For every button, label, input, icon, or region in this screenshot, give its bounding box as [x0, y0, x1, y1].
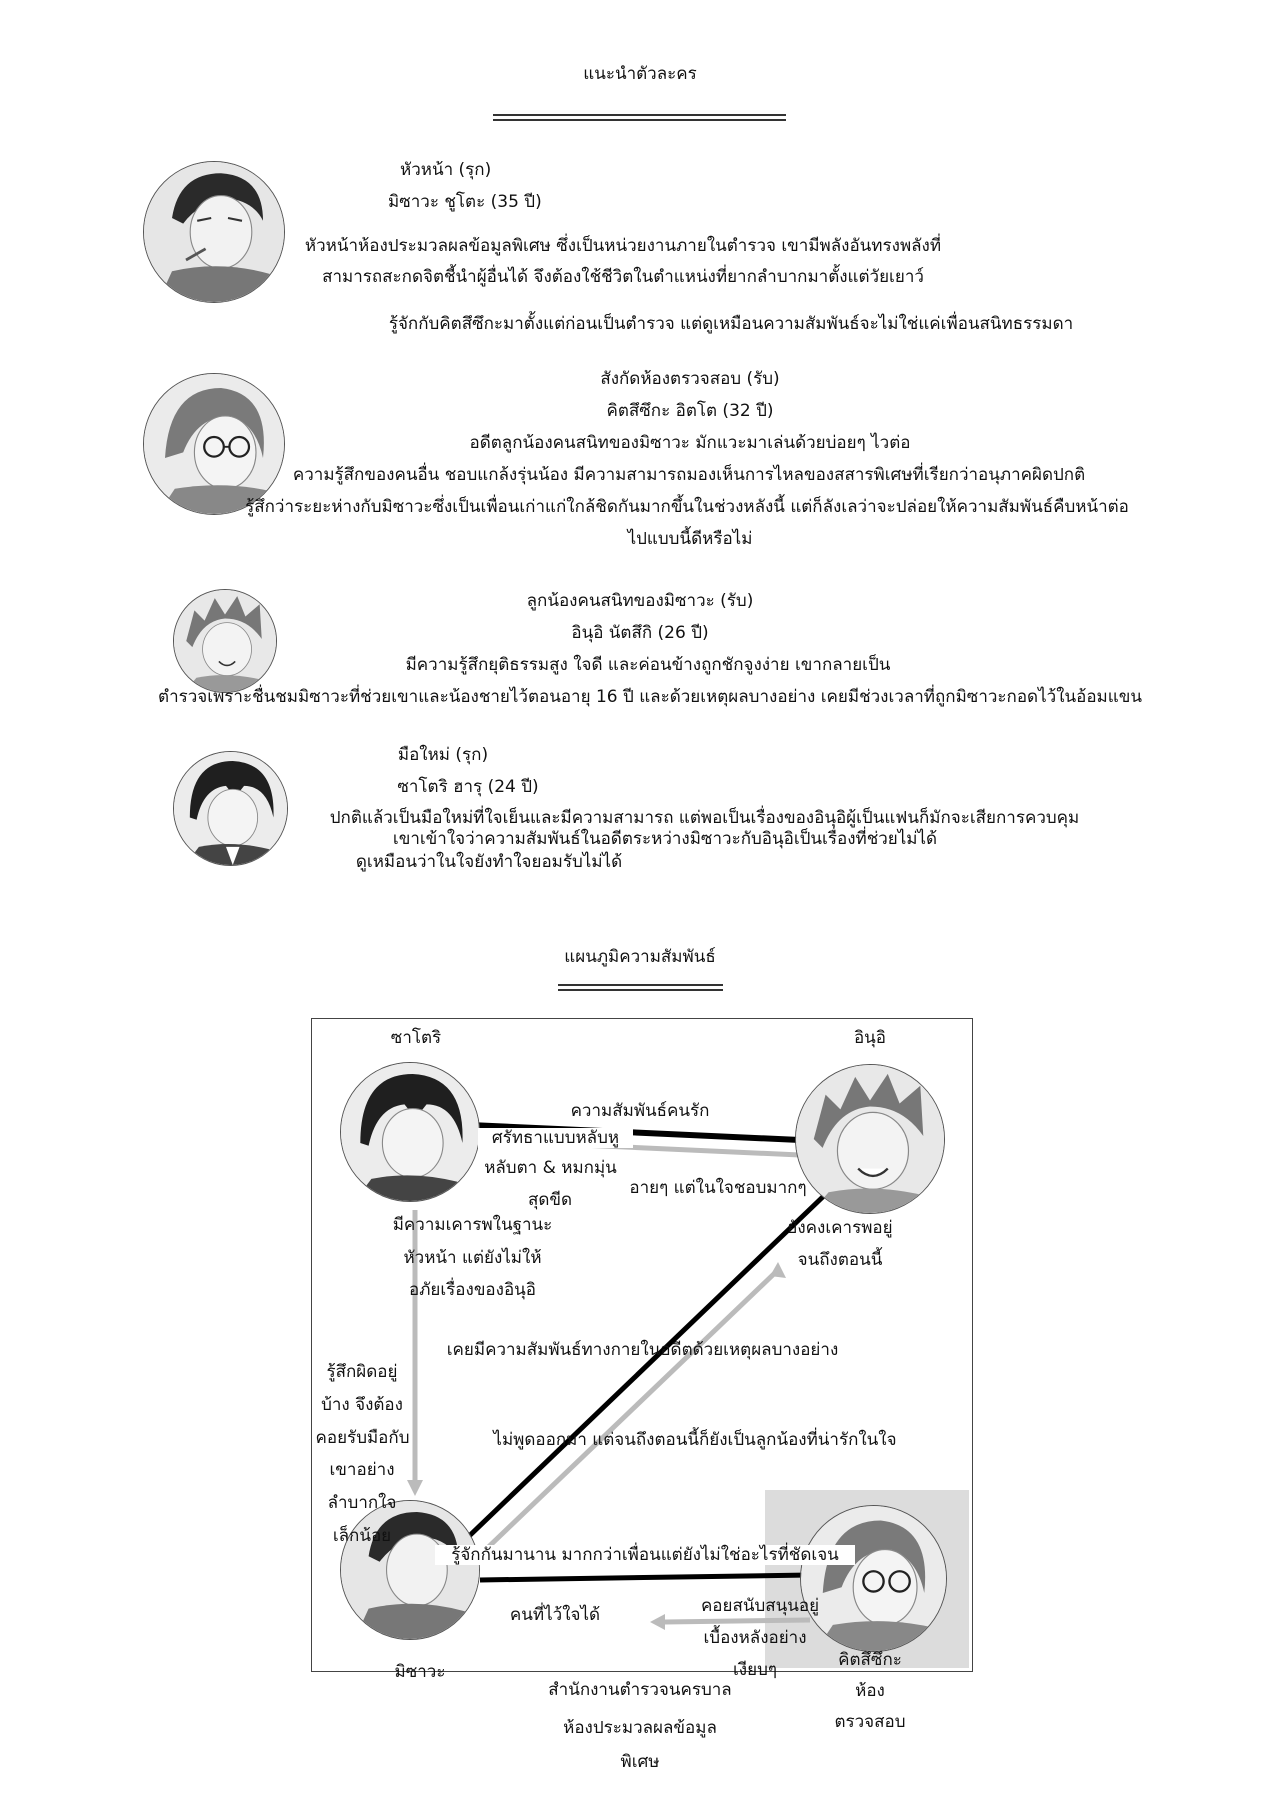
- node-label-misawa: มิซาวะ: [394, 1662, 446, 1682]
- role-satori: มือใหม่ (รุก): [397, 745, 489, 765]
- label-office-2: ห้องประมวลผลข้อมูล: [545, 1718, 735, 1738]
- desc-kitsuzuka-4: ไปแบบนี้ดีหรือไม่: [627, 529, 753, 549]
- section-title-relationships: แผนภูมิความสัมพันธ์: [564, 947, 716, 967]
- desc-satori-1: ปกติแล้วเป็นมือใหม่ที่ใจเย็นและมีความสามารถ แต่พอเป็นเรื่องของอินุอิผู้เป็นแฟนก็มักจะเสียการควบคุม: [329, 808, 1080, 828]
- label-respect-boss-3: อภัยเรื่องของอินุอิ: [408, 1280, 536, 1300]
- name-kitsuzuka: คิตสึซึกะ อิตโต (32 ปี): [606, 401, 774, 421]
- node-label-inui: อินุอิ: [840, 1028, 900, 1048]
- label-guilty-5: ลำบากใจ: [327, 1493, 397, 1513]
- label-guilty-6: เล็กน้อย: [332, 1526, 392, 1546]
- label-support-1: คอยสนับสนุนอยู่: [700, 1596, 820, 1616]
- desc-inui-1: มีความรู้สึกยุติธรรมสูง ใจดี และค่อนข้างถูกชักจูงง่าย เขากลายเป็น: [405, 655, 891, 675]
- label-support-3: เงียบๆ: [733, 1660, 777, 1680]
- role-inui: ลูกน้องคนสนิทของมิซาวะ (รับ): [526, 591, 754, 611]
- role-misawa: หัวหน้า (รุก): [400, 160, 492, 180]
- role-kitsuzuka: สังกัดห้องตรวจสอบ (รับ): [600, 369, 780, 389]
- label-eyes-closed: หลับตา & หมกมุ่น: [478, 1158, 623, 1178]
- name-misawa: มิซาวะ ชูโตะ (35 ปี): [388, 192, 542, 212]
- section-title-characters: แนะนำตัวละคร: [583, 64, 697, 84]
- diagram-avatar-kitsuzuka: [800, 1505, 947, 1652]
- label-guilty-3: คอยรับมือกับ: [315, 1428, 410, 1448]
- desc-misawa-3: รู้จักกับคิตสึซึกะมาตั้งแต่ก่อนเป็นตำรวจ แต่ดูเหมือนความสัมพันธ์จะไม่ใช่แค่เพื่อนสนิทธรรมดา: [388, 314, 1074, 334]
- label-blind-faith: ศรัทธาแบบหลับหู: [478, 1128, 633, 1148]
- label-guilty-4: เขาอย่าง: [329, 1460, 395, 1480]
- label-past-physical: เคยมีความสัมพันธ์ทางกายในอดีตด้วยเหตุผลบางอย่าง: [446, 1340, 839, 1360]
- diagram-avatar-satori: [340, 1062, 480, 1202]
- node-label-kitsuzuka-3: ตรวจสอบ: [834, 1712, 906, 1732]
- label-trusted: คนที่ไว้ใจได้: [509, 1605, 601, 1625]
- label-respect-boss-2: หัวหน้า แต่ยังไม่ให้: [403, 1248, 542, 1268]
- label-extreme: สุดขีด: [527, 1190, 573, 1210]
- label-respect-boss-1: มีความเคารพในฐานะ: [392, 1215, 553, 1235]
- label-shy: อายๆ แต่ในใจชอบมากๆ: [629, 1178, 807, 1198]
- label-support-2: เบื้องหลังอย่าง: [703, 1628, 807, 1648]
- label-respect-inui-1: ยังคงเคารพอยู่: [787, 1218, 893, 1238]
- node-label-kitsuzuka: คิตสึซึกะ: [838, 1650, 902, 1670]
- node-label-satori: ซาโตริ: [376, 1028, 456, 1048]
- label-guilty-1: รู้สึกผิดอยู่: [326, 1362, 398, 1382]
- label-cute-subordinate: ไม่พูดออกมา แต่จนถึงตอนนี้ก็ยังเป็นลูกน้องที่น่ารักในใจ: [493, 1430, 897, 1450]
- label-guilty-2: บ้าง จึงต้อง: [321, 1395, 403, 1415]
- desc-kitsuzuka-2: ความรู้สึกของคนอื่น ชอบแกล้งรุ่นน้อง มีความสามารถมองเห็นการไหลของสสารพิเศษที่เรียกว่าอนุภาคผิดปกติ: [292, 465, 1086, 485]
- label-respect-inui-2: จนถึงตอนนี้: [797, 1250, 883, 1270]
- desc-kitsuzuka-3: รู้สึกว่าระยะห่างกับมิซาวะซึ่งเป็นเพื่อนเก่าแก่ใกล้ชิดกันมากขึ้นในช่วงหลังนี้ แต่ก็ลังเลว่าจะปล่อยให้ความสัมพันธ์คืบหน้าต่อ: [245, 497, 1129, 517]
- desc-kitsuzuka-1: อดีตลูกน้องคนสนิทของมิซาวะ มักแวะมาเล่นด้วยบ่อยๆ ไวต่อ: [469, 433, 911, 453]
- desc-satori-2: เขาเข้าใจว่าความสัมพันธ์ในอดีตระหว่างมิซาวะกับอินุอิเป็นเรื่องที่ช่วยไม่ได้: [392, 829, 938, 849]
- name-satori: ซาโตริ ฮารุ (24 ปี): [397, 777, 539, 797]
- diagram-avatar-misawa: [340, 1500, 480, 1640]
- label-office-3: พิเศษ: [605, 1752, 675, 1772]
- desc-satori-3: ดูเหมือนว่าในใจยังทำใจยอมรับไม่ได้: [355, 852, 623, 872]
- node-label-kitsuzuka-2: ห้อง: [855, 1681, 885, 1701]
- desc-misawa-2: สามารถสะกดจิตชี้นำผู้อื่นได้ จึงต้องใช้ชีวิตในตำแหน่งที่ยากลำบากมาตั้งแต่วัยเยาว์: [322, 267, 924, 287]
- label-long-known: รู้จักกันมานาน มากกว่าเพื่อนแต่ยังไม่ใช่อะไรที่ชัดเจน: [435, 1545, 855, 1565]
- label-office-1: สำนักงานตำรวจนครบาล: [535, 1680, 745, 1700]
- label-lovers: ความสัมพันธ์คนรัก: [570, 1101, 710, 1121]
- desc-inui-2: ตำรวจเพราะชื่นชมมิซาวะที่ช่วยเขาและน้องชายไว้ตอนอายุ 16 ปี และด้วยเหตุผลบางอย่าง เคยมีช่วงเวลาที่ถูกมิซาวะกอดไว้ในอ้อมแขน: [158, 687, 1142, 707]
- name-inui: อินุอิ นัตสึกิ (26 ปี): [571, 623, 709, 643]
- desc-misawa-1: หัวหน้าห้องประมวลผลข้อมูลพิเศษ ซึ่งเป็นหน่วยงานภายในตำรวจ เขามีพลังอันทรงพลังที่: [304, 236, 942, 256]
